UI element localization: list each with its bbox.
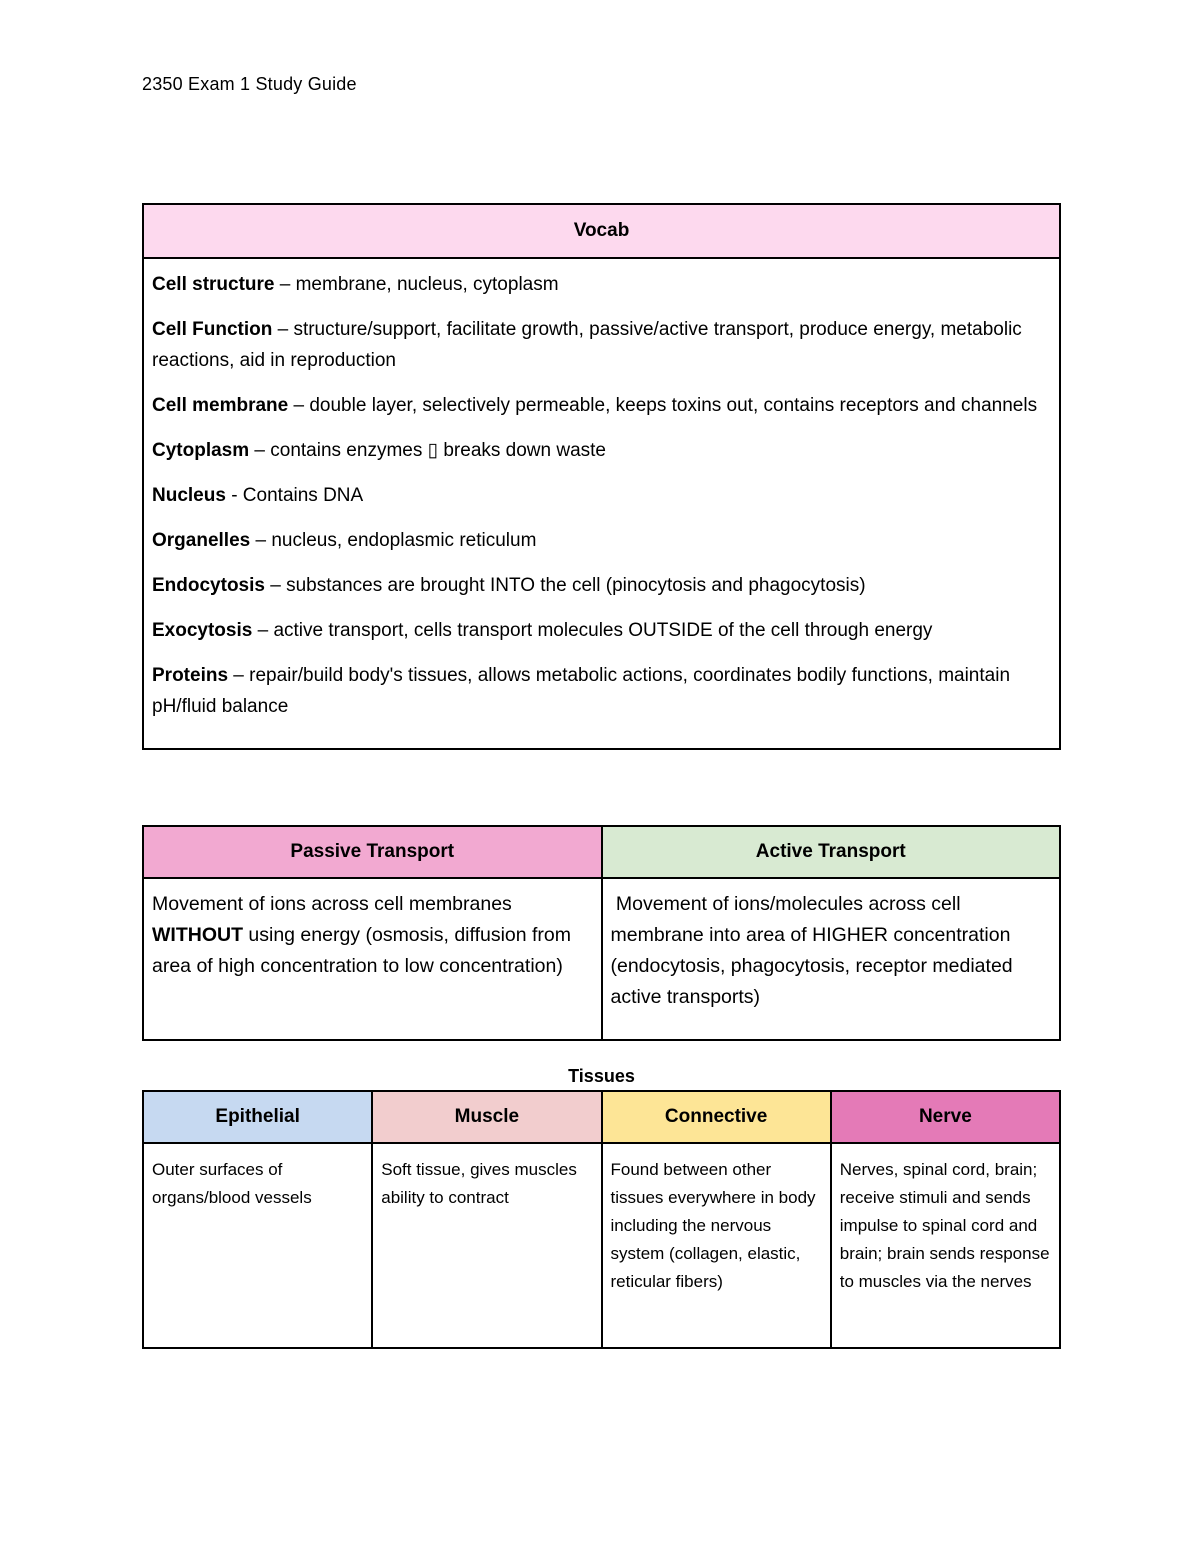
vocab-term: Exocytosis: [152, 620, 253, 641]
active-transport-header: Active Transport: [602, 826, 1061, 878]
vocab-term: Endocytosis: [152, 575, 265, 596]
nerve-cell: Nerves, spinal cord, brain; receive stimuli and sends impulse to spinal cord and brain; brain sends response to muscles via the nerves: [831, 1143, 1060, 1348]
vocab-term: Cell structure: [152, 274, 275, 295]
active-transport-cell: [602, 878, 1061, 1040]
vocab-entry: [152, 269, 1051, 300]
vocab-definition: – nucleus, endoplasmic reticulum: [250, 530, 537, 551]
document-header: 2350 Exam 1 Study Guide: [142, 74, 357, 94]
passive-transport-text: Movement of ions across cell membranes: [152, 893, 512, 915]
active-transport-text: Movement of ions/molecules across cell membrane into area of HIGHER concentration (endocytosis, phagocytosis, receptor mediated active transports): [610, 893, 1019, 1008]
muscle-header: Muscle: [372, 1091, 601, 1143]
vocab-term: Cell Function: [152, 319, 273, 340]
tissues-caption: Tissues: [568, 1066, 635, 1086]
vocab-definition: – membrane, nucleus, cytoplasm: [274, 274, 559, 295]
vocab-entry: [152, 314, 1051, 376]
vocab-definition: – repair/build body's tissues, allows metabolic actions, coordinates bodily functions, maintain pH/fluid balance: [152, 665, 1011, 717]
passive-transport-cell: [143, 878, 602, 1040]
nerve-header: Nerve: [831, 1091, 1060, 1143]
vocab-definition: – double layer, selectively permeable, keeps toxins out, contains receptors and channels: [288, 395, 1038, 416]
muscle-cell: Soft tissue, gives muscles ability to contract: [372, 1143, 601, 1348]
passive-transport-text-rest: using energy (osmosis, diffusion from area of high concentration to low concentration): [152, 924, 572, 977]
connective-header: Connective: [602, 1091, 831, 1143]
transport-table: [142, 825, 1061, 1041]
connective-cell: Found between other tissues everywhere in body including the nervous system (collagen, elastic, reticular fibers): [602, 1143, 831, 1348]
vocab-definition: - Contains DNA: [225, 485, 364, 506]
tissues-table: [142, 1090, 1061, 1349]
epithelial-header: Epithelial: [143, 1091, 372, 1143]
vocab-term: Cytoplasm: [152, 440, 250, 461]
vocab-definition: – contains enzymes ▯ breaks down waste: [249, 440, 606, 461]
vocab-entry: [152, 480, 1051, 511]
vocab-entry: [152, 660, 1051, 722]
vocab-definition: – structure/support, facilitate growth, passive/active transport, produce energy, metabolic reactions, aid in reproduction: [152, 319, 1022, 371]
vocab-entry: [152, 570, 1051, 601]
vocab-entry: [152, 390, 1051, 421]
vocab-term: Nucleus: [152, 485, 226, 506]
epithelial-cell: Outer surfaces of organs/blood vessels: [143, 1143, 372, 1348]
vocab-term: Cell membrane: [152, 395, 289, 416]
vocab-entry: [152, 615, 1051, 646]
passive-transport-emphasis: WITHOUT: [152, 924, 243, 946]
vocab-table-header: Vocab: [143, 204, 1060, 258]
vocab-term: Proteins: [152, 665, 229, 686]
vocab-table-body: [143, 258, 1060, 749]
vocab-entry: [152, 525, 1051, 556]
vocab-definition: – substances are brought INTO the cell (pinocytosis and phagocytosis): [264, 575, 866, 596]
vocab-entry: [152, 435, 1051, 466]
passive-transport-header: Passive Transport: [143, 826, 602, 878]
vocab-table: [142, 203, 1061, 750]
vocab-definition: – active transport, cells transport molecules OUTSIDE of the cell through energy: [252, 620, 933, 641]
vocab-term: Organelles: [152, 530, 251, 551]
